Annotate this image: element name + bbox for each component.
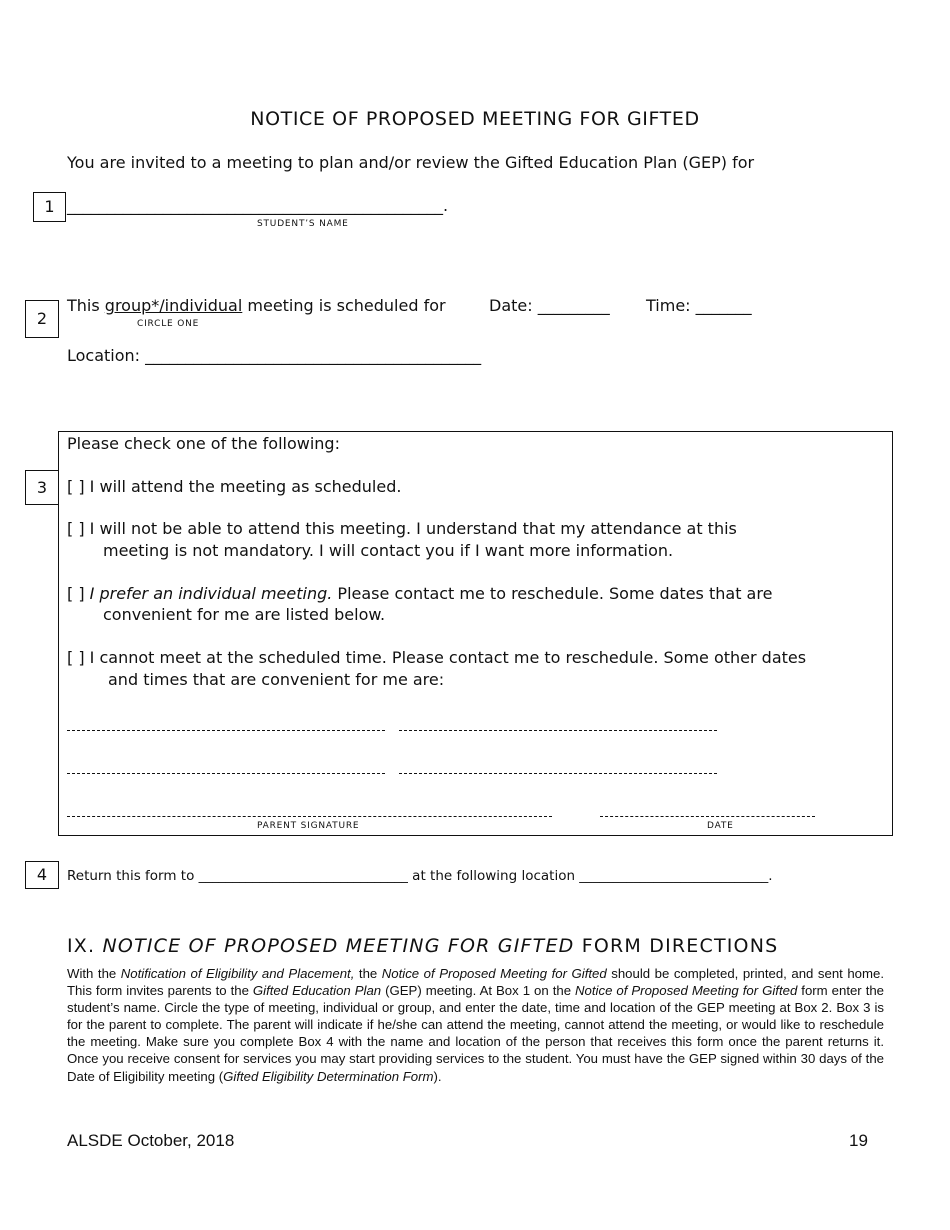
- option-reschedule-lead: I cannot meet: [89, 648, 202, 667]
- meeting-type-line: [67, 296, 446, 315]
- page-number: 19: [849, 1131, 868, 1150]
- footer-left: ALSDE October, 2018: [67, 1131, 235, 1150]
- option-not-attend-rest: this meeting. I understand that my attendance at this: [300, 519, 737, 538]
- directions-number: IX.: [67, 935, 103, 957]
- time-blank[interactable]: _______: [690, 296, 752, 315]
- alt-date-line-1b[interactable]: [399, 730, 717, 731]
- option-individual[interactable]: [67, 584, 772, 603]
- parent-signature-line[interactable]: [67, 816, 552, 817]
- option-attend[interactable]: [67, 477, 401, 496]
- return-form-line[interactable]: Return this form to _______________________________ at the following location ____________________________.: [67, 868, 773, 884]
- option-not-attend-lead: I will not be able to attend: [89, 519, 301, 538]
- location-label: Location:: [67, 346, 141, 365]
- location-blank[interactable]: __________________________________________: [140, 346, 482, 365]
- option-not-attend-cont: meeting is not mandatory. I will contact you if I want more information.: [103, 541, 674, 560]
- option-individual-rest: Please contact me to reschedule. Some dates that are: [332, 584, 773, 603]
- meeting-type-choice[interactable]: group*/individual: [104, 296, 243, 315]
- directions-title: [67, 935, 778, 957]
- location-field[interactable]: [67, 346, 481, 365]
- meeting-type-suffix: meeting is scheduled for: [242, 296, 446, 315]
- box-number-4: 4: [25, 861, 59, 889]
- time-label: Time:: [646, 296, 691, 315]
- alt-date-line-1a[interactable]: [67, 730, 385, 731]
- directions-title-italic: NOTICE OF PROPOSED MEETING FOR GIFTED: [102, 935, 575, 957]
- directions-title-rest: FORM DIRECTIONS: [574, 935, 779, 957]
- page-title: NOTICE OF PROPOSED MEETING FOR GIFTED: [250, 108, 700, 130]
- directions-body: With the Notification of Eligibility and Placement, the Notice of Proposed Meeting for Gifted should be completed, printed, and sent home. This form invites parents to the Gifted Education Plan (GEP) meeting. At Box 1 on the Notice of Proposed Meeting for Gifted form enter the student’s name. Circle the type of meeting, individual or group, and enter the date, time and location of the GEP meeting at Box 2. Box 3 is for the parent to complete. The parent will indicate if he/she can attend the meeting, cannot attend the meeting, or would like to reschedule the meeting. Make sure you complete Box 4 with the name and location of the person that receives this form once the parent returns it. Once you receive consent for services you may start providing services to the student. You must have the GEP signed within 30 days of the Date of Eligibility meeting (Gifted Eligibility Determination Form).: [67, 966, 885, 1084]
- alt-date-line-2b[interactable]: [399, 773, 717, 774]
- checkbox-attend[interactable]: [ ]: [67, 477, 85, 496]
- signature-date-line[interactable]: [600, 816, 815, 817]
- signature-date-label: DATE: [707, 821, 734, 831]
- meeting-type-prefix: This: [67, 296, 105, 315]
- date-field[interactable]: [489, 296, 610, 315]
- box-number-2: 2: [25, 300, 59, 338]
- response-heading: Please check one of the following:: [67, 434, 340, 453]
- time-field[interactable]: [646, 296, 752, 315]
- date-blank[interactable]: _________: [532, 296, 610, 315]
- option-not-attend[interactable]: [67, 519, 737, 538]
- intro-text: You are invited to a meeting to plan and/or review the Gifted Education Plan (GEP) for: [67, 153, 755, 172]
- option-individual-lead: I prefer an individual meeting.: [89, 584, 333, 603]
- option-reschedule-rest: at the scheduled time. Please contact me to reschedule. Some other dates: [201, 648, 807, 667]
- parent-signature-label: PARENT SIGNATURE: [257, 821, 360, 831]
- option-individual-cont: convenient for me are listed below.: [103, 605, 386, 624]
- student-name-line[interactable]: _______________________________________________.: [67, 196, 449, 215]
- option-attend-lead: I will attend: [89, 477, 184, 496]
- checkbox-not-attend[interactable]: [ ]: [67, 519, 85, 538]
- option-reschedule-cont: and times that are convenient for me are:: [108, 670, 445, 689]
- circle-one-label: CIRCLE ONE: [137, 319, 200, 329]
- option-attend-rest: the meeting as scheduled.: [183, 477, 402, 496]
- box-number-3: 3: [25, 470, 59, 505]
- box-number-1: 1: [33, 192, 66, 222]
- student-name-label: STUDENT’S NAME: [257, 219, 349, 229]
- date-label: Date:: [489, 296, 533, 315]
- checkbox-reschedule[interactable]: [ ]: [67, 648, 85, 667]
- alt-date-line-2a[interactable]: [67, 773, 385, 774]
- checkbox-individual[interactable]: [ ]: [67, 584, 85, 603]
- option-reschedule[interactable]: [67, 648, 806, 667]
